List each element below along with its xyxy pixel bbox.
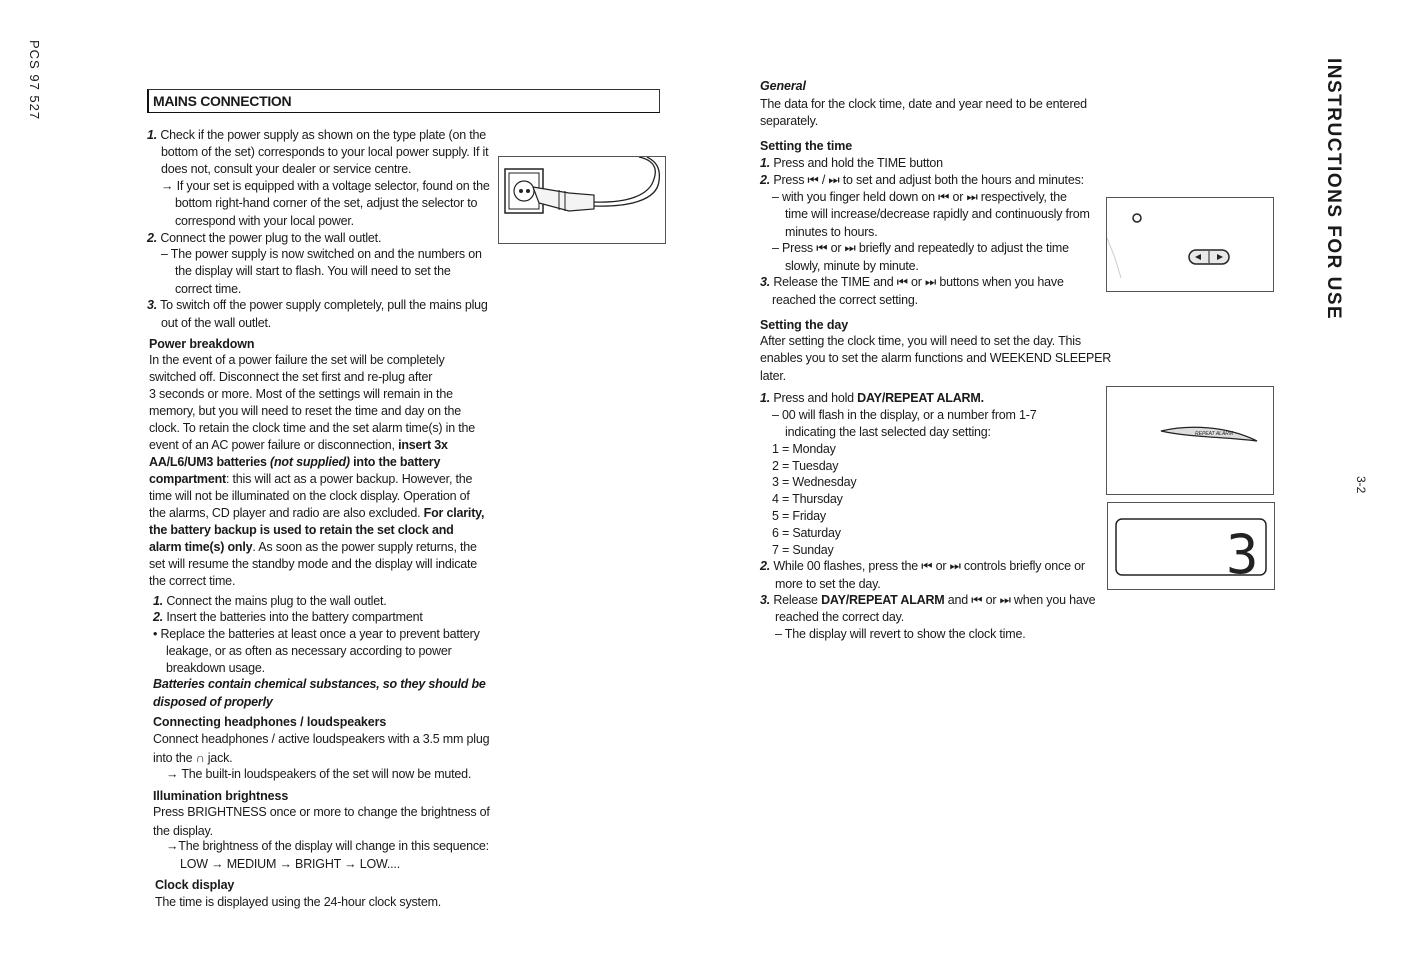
step-3-line-b: out of the wall outlet. <box>161 316 272 330</box>
time-step-2-c: minutes to hours. <box>785 225 878 239</box>
general-heading: General <box>760 79 806 93</box>
step-1-line-e: bottom right-hand corner of the set, adjust the selector to <box>175 196 478 210</box>
step-1-line-a: 1. Check if the power supply as shown on the type plate (on the <box>147 128 487 142</box>
time-step-1: 1. Press and hold the TIME button <box>760 156 943 170</box>
day-step-3-b: reached the correct day. <box>775 610 905 624</box>
step-1-line-c: does not, consult your dealer or service centre. <box>161 162 412 176</box>
step-2-line-c: the display will start to flash. You will need to set the <box>175 264 451 278</box>
time-step-2-d: – Press ⏮ or ⏭ briefly and repeatedly to adjust the time <box>772 241 1069 255</box>
clock-display-heading: Clock display <box>155 878 235 892</box>
power-text-14: the correct time. <box>149 574 236 588</box>
day-text-1: After setting the clock time, you will need to set the day. This <box>760 334 1081 348</box>
day-step-1-a: – 00 will flash in the display, or a number from 1-7 <box>772 408 1037 422</box>
day-step-3-c: – The display will revert to show the clock time. <box>775 627 1026 641</box>
step-1-line-f: correspond with your local power. <box>175 214 354 228</box>
illumination-sequence: LOW → MEDIUM → BRIGHT → LOW.... <box>180 857 400 871</box>
step-2-line-b: – The power supply is now switched on and the numbers on <box>161 247 482 261</box>
day-step-1: 1. Press and hold DAY/REPEAT ALARM. <box>760 391 984 405</box>
power-text-12: alarm time(s) only. As soon as the power supply returns, the <box>149 540 477 554</box>
power-text-4: memory, but you will need to reset the time and day on the <box>149 404 461 418</box>
day-friday: 5 = Friday <box>772 509 826 523</box>
time-step-2-a: – with you finger held down on ⏮ or ⏭ respectively, the <box>772 190 1067 204</box>
lcd-display-illustration <box>1108 503 1274 589</box>
illumination-text-1: Press BRIGHTNESS once or more to change the brightness of <box>153 805 490 819</box>
power-plug-figure <box>498 156 666 244</box>
power-text-8: compartment: this will act as a power backup. However, the <box>149 472 473 486</box>
power-text-9: time will not be illuminated on the clock display. Operation of <box>149 489 470 503</box>
repeat-alarm-button-illustration <box>1107 387 1273 494</box>
power-breakdown-heading: Power breakdown <box>149 337 255 351</box>
headphones-heading: Connecting headphones / loudspeakers <box>153 715 387 729</box>
battery-bullet-a: • Replace the batteries at least once a year to prevent battery <box>153 627 480 641</box>
power-text-2: switched off. Disconnect the set first and re-plug after <box>149 370 433 384</box>
power-text-1: In the event of a power failure the set will be completely <box>149 353 445 367</box>
power-text-3: 3 seconds or more. Most of the settings will remain in the <box>149 387 453 401</box>
power-text-7: AA/L6/UM3 batteries (not supplied) into the battery <box>149 455 441 469</box>
battery-bullet-b: leakage, or as often as necessary according to power <box>166 644 452 658</box>
time-step-3-b: reached the correct setting. <box>772 293 918 307</box>
setting-time-heading: Setting the time <box>760 139 853 153</box>
battery-step-1: 1. Connect the mains plug to the wall outlet. <box>153 594 387 608</box>
time-step-2: 2. Press ⏮ / ⏭ to set and adjust both the hours and minutes: <box>760 173 1084 187</box>
power-text-10: the alarms, CD player and radio are also excluded. For clarity, <box>149 506 485 520</box>
mains-connection-heading: MAINS CONNECTION <box>153 93 292 109</box>
day-saturday: 6 = Saturday <box>772 526 841 540</box>
step-2-line-d: correct time. <box>175 282 242 296</box>
illumination-text-2: the display. <box>153 824 213 838</box>
clock-display-text: The time is displayed using the 24-hour clock system. <box>155 895 442 909</box>
display-figure <box>1107 502 1275 590</box>
step-2-line-a: 2. Connect the power plug to the wall outlet. <box>147 231 382 245</box>
illumination-heading: Illumination brightness <box>153 789 289 803</box>
battery-step-2: 2. Insert the batteries into the battery compartment <box>153 610 423 624</box>
general-text-1: The data for the clock time, date and year need to be entered <box>760 97 1087 111</box>
headphones-text-3: → The built-in loudspeakers of the set will now be muted. <box>166 767 472 781</box>
section-title-vertical: INSTRUCTIONS FOR USE <box>1323 58 1344 321</box>
repeat-alarm-figure <box>1106 386 1274 495</box>
step-1-line-b: bottom of the set) corresponds to your local power supply. If it <box>161 145 489 159</box>
battery-warning-1: Batteries contain chemical substances, so they should be <box>153 677 486 691</box>
repeat-alarm-label: REPEAT ALARM <box>1195 431 1234 437</box>
power-text-6: event of an AC power failure or disconnection, insert 3x <box>149 438 448 452</box>
power-text-5: clock. To retain the clock time and the set alarm time(s) in the <box>149 421 476 435</box>
time-buttons-figure <box>1106 197 1274 292</box>
power-text-13: set will resume the standby mode and the display will indicate <box>149 557 478 571</box>
step-1-line-d: → If your set is equipped with a voltage selector, found on the <box>161 179 490 193</box>
time-step-3: 3. Release the TIME and ⏮ or ⏭ buttons when you have <box>760 275 1064 289</box>
time-step-2-b: time will increase/decrease rapidly and continuously from <box>785 207 1090 221</box>
general-text-2: separately. <box>760 114 819 128</box>
day-monday: 1 = Monday <box>772 442 836 456</box>
battery-bullet-c: breakdown usage. <box>166 661 265 675</box>
step-3-line-a: 3. To switch off the power supply completely, pull the mains plug <box>147 298 488 312</box>
display-digit: 3 <box>1226 523 1259 586</box>
day-step-1-b: indicating the last selected day setting: <box>785 425 991 439</box>
setting-day-heading: Setting the day <box>760 318 849 332</box>
day-step-3: 3. Release DAY/REPEAT ALARM and ⏮ or ⏭ when you have <box>760 593 1096 607</box>
headphones-text-1: Connect headphones / active loudspeakers with a 3.5 mm plug <box>153 732 490 746</box>
battery-warning-2: disposed of properly <box>153 695 273 709</box>
day-text-3: later. <box>760 369 786 383</box>
day-tuesday: 2 = Tuesday <box>772 459 839 473</box>
page-number: 3-2 <box>1354 476 1368 494</box>
day-step-2: 2. While 00 flashes, press the ⏮ or ⏭ controls briefly once or <box>760 559 1085 573</box>
time-step-2-e: slowly, minute by minute. <box>785 259 919 273</box>
power-text-11: the battery backup is used to retain the set clock and <box>149 523 454 537</box>
document-code: PCS 97 527 <box>27 40 42 121</box>
day-thursday: 4 = Thursday <box>772 492 843 506</box>
day-sunday: 7 = Sunday <box>772 543 834 557</box>
day-step-2-b: more to set the day. <box>775 577 881 591</box>
prev-next-buttons-illustration <box>1107 198 1273 291</box>
illumination-text-3: →The brightness of the display will change in this sequence: <box>166 839 489 853</box>
mains-connection-heading-box <box>147 89 660 113</box>
day-text-2: enables you to set the alarm functions and WEEKEND SLEEPER <box>760 351 1112 365</box>
headphones-text-2: into the ∩ jack. <box>153 751 233 765</box>
power-plug-illustration <box>499 157 665 243</box>
day-wednesday: 3 = Wednesday <box>772 475 857 489</box>
